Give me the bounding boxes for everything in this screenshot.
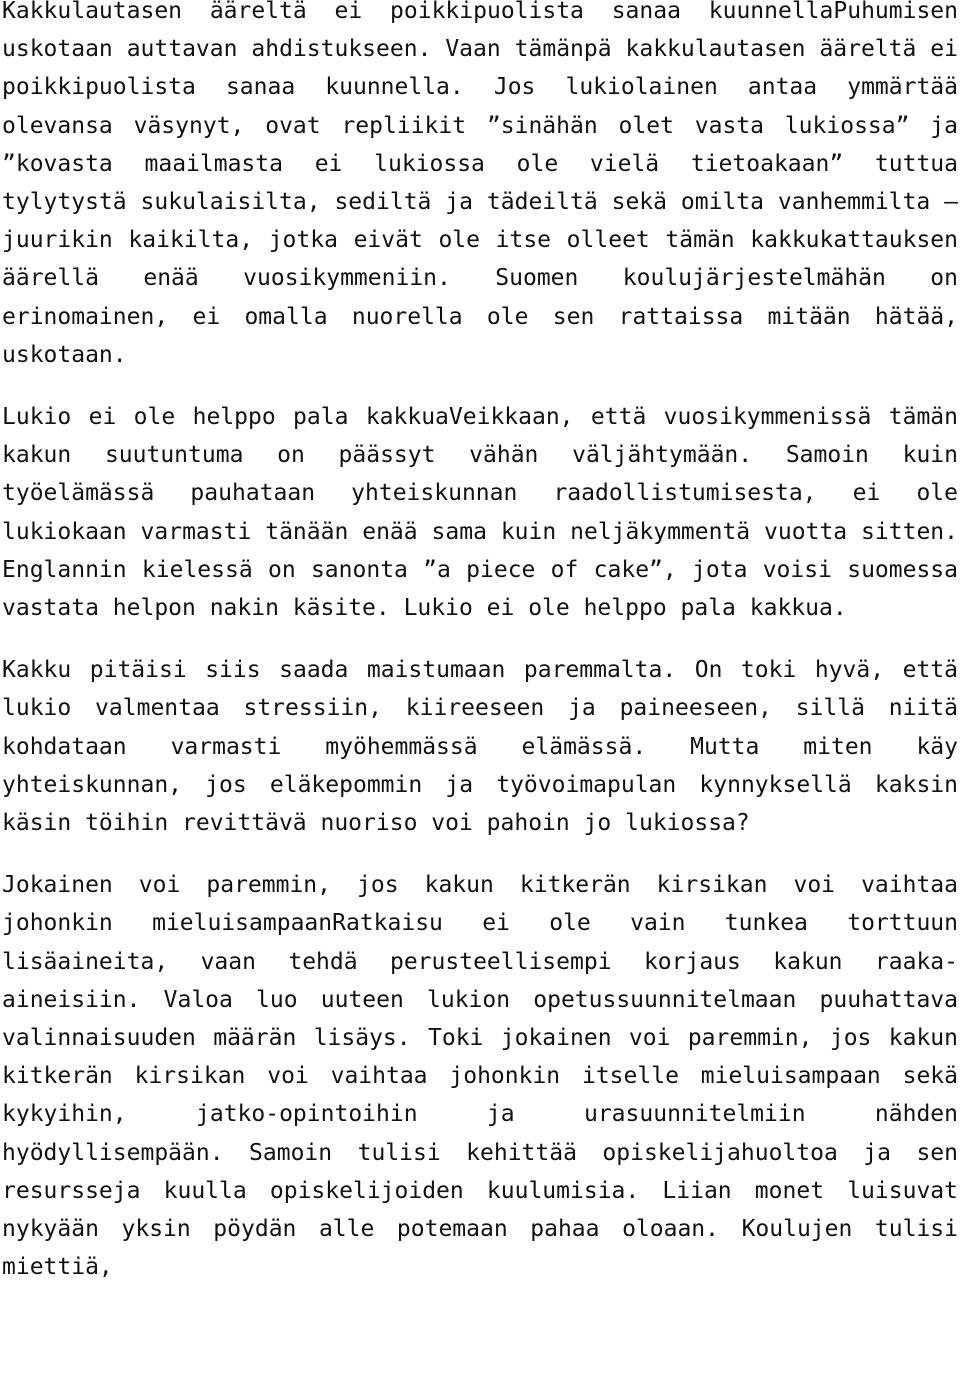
paragraph-4: Jokainen voi paremmin, jos kakun kitkerän kirsikan voi vaihtaa johonkin mieluisampaanRatkaisu ei ole vain tunkea torttuun lisäaineita, vaan tehdä perusteellisempi korjaus kakun raaka-aineisiin. Valoa luo uuteen lukion opetussuunnitelmaan puuhattava valinnaisuuden määrän lisäys. Toki jokainen voi paremmin, jos kakun kitkerän kirsikan voi vaihtaa johonkin itselle mieluisampaan sekä kykyihin, jatko-opintoihin ja urasuunnitelmiin nähden hyödyllisempään. Samoin tulisi kehittää opiskelijahuoltoa ja sen resursseja kuulla opiskelijoiden kuulumisia. Liian monet luisuvat nykyään yksin pöydän alle potemaan pahaa oloaan. Koulujen tulisi miettiä, [2, 872, 958, 1281]
paragraph-2: Lukio ei ole helppo pala kakkuaVeikkaan, että vuosikymmenissä tämän kakun suutuntuma on päässyt vähän väljähtymään. Samoin kuin työelämässä pauhataan yhteiskunnan raadollistumisesta, ei ole lukiokaan varmasti tänään enää sama kuin neljäkymmentä vuotta sitten. Englannin kielessä on sanonta ”a piece of cake”, jota voisi suomessa vastata helpon nakin käsite. Lukio ei ole helppo pala kakkua. [2, 404, 958, 622]
paragraph-1: Kakkulautasen ääreltä ei poikkipuolista sanaa kuunnellaPuhumisen uskotaan auttavan ahdistukseen. Vaan tämänpä kakkulautasen ääreltä ei poikkipuolista sanaa kuunnella. Jos lukiolainen antaa ymmärtää olevansa väsynyt, ovat repliikit ”sinähän olet vasta lukiossa” ja ”kovasta maailmasta ei lukiossa ole vielä tietoakaan” tuttua tylytystä sukulaisilta, sediltä ja tädeiltä sekä omilta vanhemmilta — juurikin kaikilta, jotka eivät ole itse olleet tämän kakkukattauksen äärellä enää vuosikymmeniin. Suomen koulujärjestelmähän on erinomainen, ei omalla nuorella ole sen rattaissa mitään hätää, uskotaan. [2, 0, 958, 368]
paragraph-3: Kakku pitäisi siis saada maistumaan paremmalta. On toki hyvä, että lukio valmentaa stressiin, kiireeseen ja paineeseen, sillä niitä kohdataan varmasti myöhemmässä elämässä. Mutta miten käy yhteiskunnan, jos eläkepommin ja työvoimapulan kynnyksellä kaksin käsin töihin revittävä nuoriso voi pahoin jo lukiossa? [2, 657, 958, 837]
